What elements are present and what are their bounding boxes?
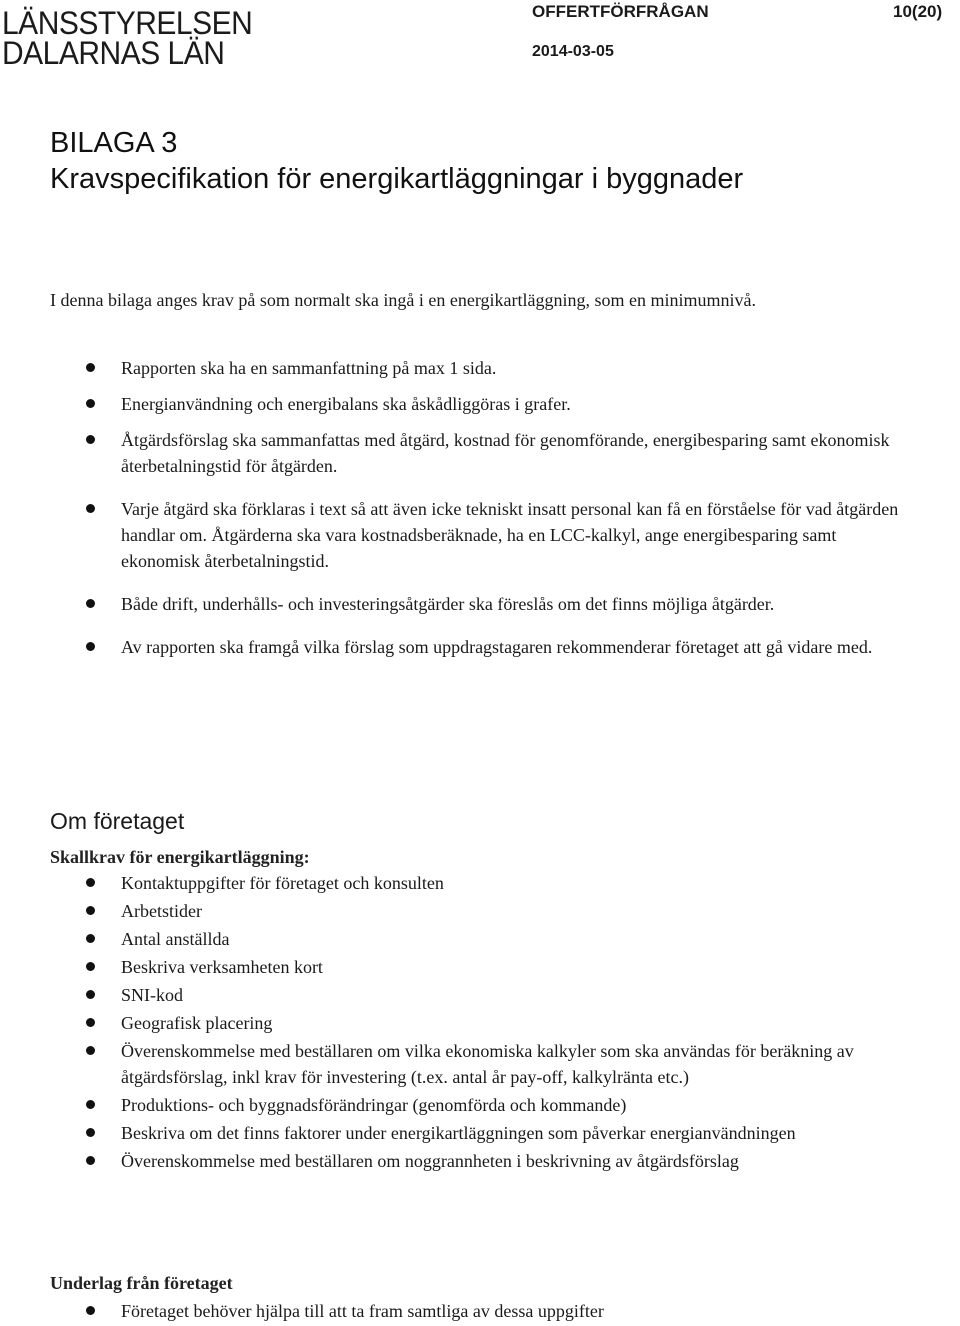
- list-item-text: Beskriva om det finns faktorer under energikartläggningen som påverkar energianvändningen: [121, 1123, 796, 1143]
- logo-line-2: DALARNAS LÄN: [2, 35, 225, 72]
- list-item-text: Rapporten ska ha en sammanfattning på max 1 sida.: [121, 358, 497, 378]
- logo-line-1: LÄNSSTYRELSEN: [2, 5, 253, 42]
- bullet-icon: [86, 1156, 95, 1165]
- list-item-text: Både drift, underhålls- och investeringsåtgärder ska föreslås om det finns möjliga åtgärder.: [121, 594, 775, 614]
- list-item: [0, 1092, 911, 1118]
- list-item: [0, 898, 911, 924]
- intro-paragraph: I denna bilaga anges krav på som normalt ska ingå i en energikartläggning, som en minimumnivå.: [50, 290, 756, 310]
- bullet-icon: [86, 906, 95, 915]
- list-item: [0, 926, 911, 952]
- list-item-text: Geografisk placering: [121, 1013, 273, 1033]
- list-item-text: SNI-kod: [121, 985, 183, 1005]
- list-item: [0, 391, 911, 417]
- bullet-icon: [86, 1018, 95, 1027]
- bullet-icon: [86, 363, 95, 372]
- document-type: OFFERTFÖRFRÅGAN: [532, 2, 709, 21]
- list-item-text: Varje åtgärd ska förklaras i text så att även icke tekniskt insatt personal kan få en förståelse för vad åtgärden handlar om. Åtgärderna ska vara kostnadsberäknade, ha en LCC-kalkyl, ange energibesparing samt ekonomisk återbetalningstid.: [121, 499, 899, 571]
- list-item: [0, 1038, 911, 1090]
- list-item-text: Överenskommelse med beställaren om vilka ekonomiska kalkyler som ska användas för beräkning av åtgärdsförslag, inkl krav för investering (t.ex. antal år pay-off, kalkylränta etc.): [121, 1041, 854, 1087]
- agency-logo: [2, 5, 253, 72]
- list-item-text: Åtgärdsförslag ska sammanfattas med åtgärd, kostnad för genomförande, energibesparing samt ekonomisk återbetalningstid för åtgärden.: [121, 430, 890, 476]
- list-item: [0, 870, 911, 896]
- title-line-1: BILAGA 3: [50, 127, 178, 159]
- requirements-list: [0, 355, 960, 670]
- list-item: [0, 982, 911, 1008]
- list-item-text: Överenskommelse med beställaren om noggrannheten i beskrivning av åtgärdsförslag: [121, 1151, 739, 1171]
- bullet-icon: [86, 435, 95, 444]
- bullet-icon: [86, 1128, 95, 1137]
- list-item-text: Antal anställda: [121, 929, 230, 949]
- document-date: 2014-03-05: [532, 43, 614, 60]
- bullet-icon: [86, 1100, 95, 1109]
- section-heading-company: Om företaget: [50, 808, 185, 834]
- list-item: [0, 1120, 911, 1146]
- bullet-icon: [86, 1046, 95, 1055]
- list-item: [0, 1010, 911, 1036]
- company-requirements-list: [0, 870, 960, 1176]
- bullet-icon: [86, 599, 95, 608]
- list-item: [0, 634, 911, 660]
- title-line-2: Kravspecifikation för energikartläggningar i byggnader: [50, 163, 744, 195]
- bullet-icon: [86, 399, 95, 408]
- bullet-icon: [86, 990, 95, 999]
- list-item-text: Beskriva verksamheten kort: [121, 957, 323, 977]
- page-number: 10(20): [893, 2, 943, 21]
- bullet-icon: [86, 642, 95, 651]
- list-item-text: Av rapporten ska framgå vilka förslag som uppdragstagaren rekommenderar företaget att gå vidare med.: [121, 637, 873, 657]
- bullet-icon: [86, 504, 95, 513]
- bullet-icon: [86, 878, 95, 887]
- bullet-icon: [86, 1306, 95, 1315]
- list-item: [0, 427, 911, 479]
- list-item: [0, 496, 911, 574]
- basis-list: [0, 1298, 960, 1324]
- section-subheading-requirements: Skallkrav för energikartläggning:: [50, 847, 310, 867]
- list-item-text: Energianvändning och energibalans ska åskådliggöras i grafer.: [121, 394, 571, 414]
- list-item: [0, 954, 911, 980]
- bullet-icon: [86, 962, 95, 971]
- page-title: [50, 125, 910, 197]
- list-item-text: Arbetstider: [121, 901, 202, 921]
- list-item: [0, 1298, 911, 1324]
- list-item-text: Företaget behöver hjälpa till att ta fram samtliga av dessa uppgifter: [121, 1301, 604, 1321]
- list-item: [0, 355, 911, 381]
- list-item: [0, 591, 911, 617]
- list-item-text: Kontaktuppgifter för företaget och konsulten: [121, 873, 444, 893]
- list-item-text: Produktions- och byggnadsförändringar (genomförda och kommande): [121, 1095, 627, 1115]
- section-subheading-basis: Underlag från företaget: [50, 1273, 233, 1293]
- list-item: [0, 1148, 911, 1174]
- bullet-icon: [86, 934, 95, 943]
